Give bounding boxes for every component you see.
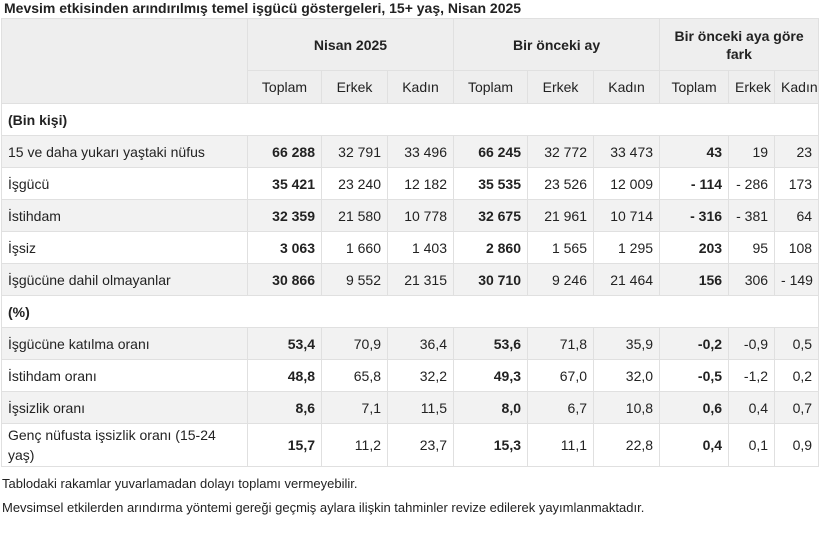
row-label: İşgücüne katılma oranı: [2, 328, 248, 360]
value-cell: 23 526: [528, 168, 594, 200]
footnote-rounding: Tablodaki rakamlar yuvarlamadan dolayı toplamı vermeyebilir.: [2, 476, 358, 491]
table-row: [2, 200, 819, 232]
value-cell: 22,8: [594, 424, 660, 467]
value-cell: 23 240: [322, 168, 388, 200]
value-cell: 156: [660, 264, 729, 296]
header-corner: [2, 19, 248, 104]
value-cell: 173: [775, 168, 819, 200]
group-header-previous: Bir önceki ay: [454, 19, 660, 71]
sub-header: Erkek: [729, 71, 775, 104]
value-cell: 6,7: [528, 392, 594, 424]
group-header-difference: Bir önceki aya göre fark: [660, 19, 819, 71]
value-cell: 21 464: [594, 264, 660, 296]
sub-header: Erkek: [528, 71, 594, 104]
sub-header: Toplam: [454, 71, 528, 104]
value-cell: 35,9: [594, 328, 660, 360]
sub-header: Toplam: [248, 71, 322, 104]
row-label: İşgücü: [2, 168, 248, 200]
section-label: (%): [2, 296, 819, 328]
value-cell: 23,7: [388, 424, 454, 467]
group-header-current: Nisan 2025: [248, 19, 454, 71]
value-cell: 1 295: [594, 232, 660, 264]
value-cell: 53,4: [248, 328, 322, 360]
value-cell: - 381: [729, 200, 775, 232]
value-cell: -0,2: [660, 328, 729, 360]
value-cell: 0,6: [660, 392, 729, 424]
value-cell: 1 565: [528, 232, 594, 264]
sub-header: Kadın: [594, 71, 660, 104]
value-cell: 0,1: [729, 424, 775, 467]
value-cell: 1 403: [388, 232, 454, 264]
row-label: İstihdam oranı: [2, 360, 248, 392]
value-cell: 32 772: [528, 136, 594, 168]
value-cell: 10 778: [388, 200, 454, 232]
value-cell: 0,5: [775, 328, 819, 360]
value-cell: 10 714: [594, 200, 660, 232]
row-label: Genç nüfusta işsizlik oranı (15-24 yaş): [2, 424, 248, 467]
section-label: (Bin kişi): [2, 104, 819, 136]
sub-header: Kadın: [388, 71, 454, 104]
row-label: İşgücüne dahil olmayanlar: [2, 264, 248, 296]
value-cell: 2 860: [454, 232, 528, 264]
labour-indicators-table: [1, 18, 819, 467]
value-cell: 19: [729, 136, 775, 168]
section-row: [2, 104, 819, 136]
value-cell: 108: [775, 232, 819, 264]
value-cell: 0,7: [775, 392, 819, 424]
sub-header: Toplam: [660, 71, 729, 104]
value-cell: 10,8: [594, 392, 660, 424]
value-cell: 21 580: [322, 200, 388, 232]
table-row: [2, 392, 819, 424]
value-cell: 53,6: [454, 328, 528, 360]
row-label: İşsiz: [2, 232, 248, 264]
value-cell: - 114: [660, 168, 729, 200]
value-cell: 0,4: [660, 424, 729, 467]
value-cell: 32 791: [322, 136, 388, 168]
value-cell: 32,2: [388, 360, 454, 392]
value-cell: 15,3: [454, 424, 528, 467]
value-cell: 30 866: [248, 264, 322, 296]
value-cell: 48,8: [248, 360, 322, 392]
value-cell: 0,2: [775, 360, 819, 392]
value-cell: - 286: [729, 168, 775, 200]
table-row: [2, 136, 819, 168]
value-cell: 32 675: [454, 200, 528, 232]
value-cell: 64: [775, 200, 819, 232]
value-cell: 21 315: [388, 264, 454, 296]
value-cell: 35 421: [248, 168, 322, 200]
table-row: [2, 328, 819, 360]
section-row: [2, 296, 819, 328]
value-cell: 0,4: [729, 392, 775, 424]
table-row: [2, 424, 819, 467]
value-cell: -0,5: [660, 360, 729, 392]
value-cell: 71,8: [528, 328, 594, 360]
value-cell: 203: [660, 232, 729, 264]
table-row: [2, 232, 819, 264]
value-cell: 43: [660, 136, 729, 168]
value-cell: 33 473: [594, 136, 660, 168]
value-cell: 67,0: [528, 360, 594, 392]
value-cell: 35 535: [454, 168, 528, 200]
value-cell: 11,5: [388, 392, 454, 424]
value-cell: 9 246: [528, 264, 594, 296]
footnote-seasonal-adjustment: Mevsimsel etkilerden arındırma yöntemi gereği geçmiş aylara ilişkin tahminler revize edilerek yayımlanmaktadır.: [2, 500, 645, 515]
value-cell: 49,3: [454, 360, 528, 392]
table-title: Mevsim etkisinden arındırılmış temel işgücü göstergeleri, 15+ yaş, Nisan 2025: [4, 0, 522, 16]
value-cell: - 316: [660, 200, 729, 232]
value-cell: 12 182: [388, 168, 454, 200]
value-cell: 66 288: [248, 136, 322, 168]
value-cell: 306: [729, 264, 775, 296]
value-cell: - 149: [775, 264, 819, 296]
value-cell: 65,8: [322, 360, 388, 392]
value-cell: 7,1: [322, 392, 388, 424]
value-cell: 3 063: [248, 232, 322, 264]
value-cell: 1 660: [322, 232, 388, 264]
value-cell: -0,9: [729, 328, 775, 360]
row-label: 15 ve daha yukarı yaştaki nüfus: [2, 136, 248, 168]
value-cell: 11,1: [528, 424, 594, 467]
value-cell: 23: [775, 136, 819, 168]
value-cell: -1,2: [729, 360, 775, 392]
value-cell: 21 961: [528, 200, 594, 232]
value-cell: 36,4: [388, 328, 454, 360]
value-cell: 0,9: [775, 424, 819, 467]
value-cell: 11,2: [322, 424, 388, 467]
value-cell: 30 710: [454, 264, 528, 296]
value-cell: 95: [729, 232, 775, 264]
group-header-row: [2, 19, 819, 71]
table-row: [2, 168, 819, 200]
value-cell: 8,0: [454, 392, 528, 424]
value-cell: 70,9: [322, 328, 388, 360]
row-label: İşsizlik oranı: [2, 392, 248, 424]
table-body: [2, 104, 819, 467]
sub-header: Erkek: [322, 71, 388, 104]
value-cell: 33 496: [388, 136, 454, 168]
value-cell: 15,7: [248, 424, 322, 467]
value-cell: 12 009: [594, 168, 660, 200]
value-cell: 32,0: [594, 360, 660, 392]
value-cell: 32 359: [248, 200, 322, 232]
row-label: İstihdam: [2, 200, 248, 232]
table-row: [2, 360, 819, 392]
value-cell: 66 245: [454, 136, 528, 168]
table-row: [2, 264, 819, 296]
value-cell: 9 552: [322, 264, 388, 296]
value-cell: 8,6: [248, 392, 322, 424]
sub-header: Kadın: [775, 71, 819, 104]
